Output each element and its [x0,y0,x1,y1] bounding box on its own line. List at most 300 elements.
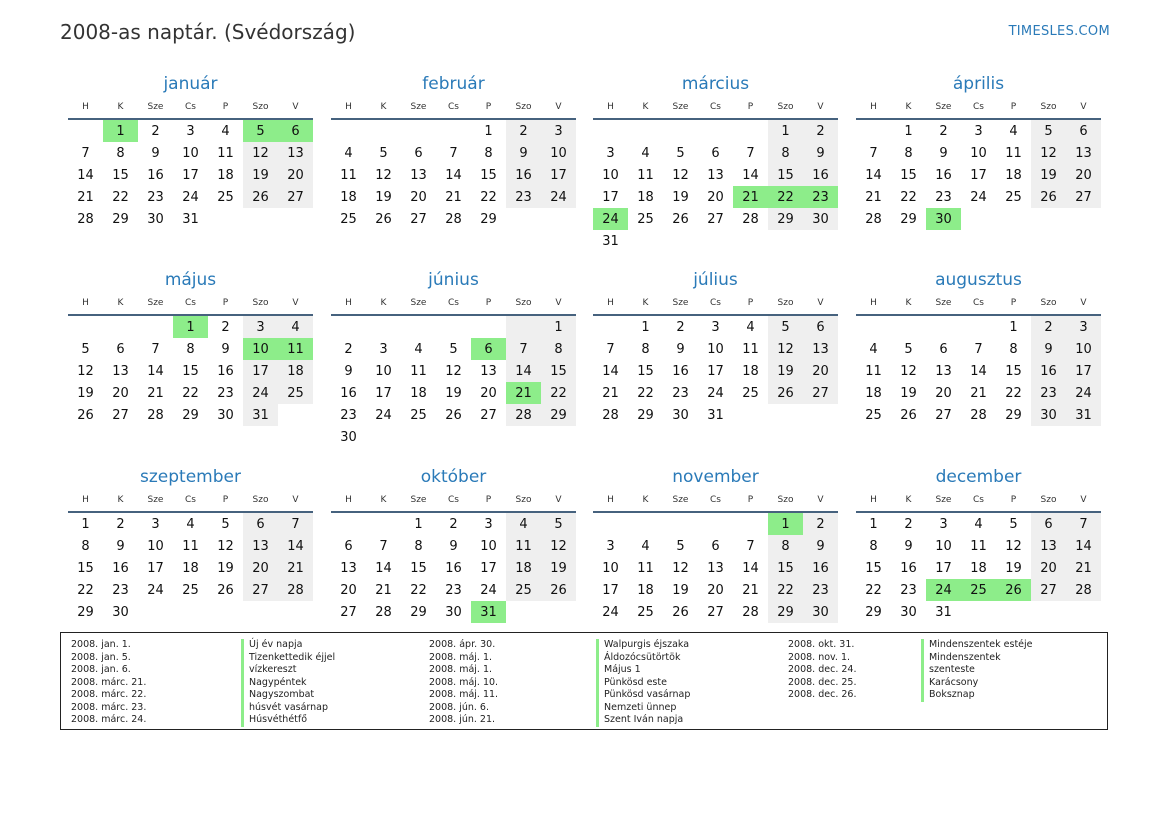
weekday-label: Sze [935,102,952,112]
day-cell: 17 [480,560,497,576]
day-cell: 23 [340,407,357,423]
month-title: június [428,270,479,290]
day-cell: 4 [641,538,650,554]
day-cell: 6 [803,316,838,338]
day-cell: 19 [672,582,689,598]
day-cell: 28 [1066,579,1101,601]
day-cell: 31 [182,211,199,227]
holiday-name: szenteste [921,664,1033,677]
empty-day [366,426,401,448]
day-cell: 18 [1005,167,1022,183]
day-cell: 25 [865,407,882,423]
day-cell: 3 [974,123,983,139]
day-cell: 29 [768,208,803,230]
empty-day [803,404,838,426]
weekday-label: Szo [1040,298,1057,308]
weekday-label: Sze [410,495,427,505]
day-cell: 6 [1031,513,1066,535]
day-cell: 11 [970,538,987,554]
day-cell: 28 [375,604,392,620]
holiday-date: 2008. máj. 10. [429,676,499,688]
day-cell: 12 [672,167,689,183]
empty-day [278,601,313,623]
weekday-label: Cs [185,495,196,505]
weekday-label: Szo [777,102,794,112]
weekday-label: P [747,102,754,112]
month-december [856,465,1101,623]
day-cell: 24 [147,582,164,598]
day-cell: 22 [182,385,199,401]
day-cell: 7 [869,145,878,161]
empty-day [138,601,173,623]
day-cell: 21 [602,385,619,401]
weekday-label: V [555,298,562,308]
day-cell: 16 [445,560,462,576]
day-cell: 20 [243,557,278,579]
day-cell: 17 [935,560,952,576]
day-cell: 21 [742,582,759,598]
day-cell: 24 [602,604,619,620]
day-cell: 27 [340,604,357,620]
day-cell: 25 [637,211,654,227]
day-cell: 24 [182,189,199,205]
month-október [331,465,576,623]
weekday-header [593,489,838,513]
holiday-date: 2008. márc. 24. [71,714,147,725]
day-cell: 26 [243,186,278,208]
day-cell: 12 [375,167,392,183]
day-cell: 2 [904,516,913,532]
weekday-header [593,292,838,316]
day-cell: 19 [77,385,94,401]
day-cell: 2 [221,319,230,335]
day-cell: 25 [1005,189,1022,205]
day-cell: 10 [935,538,952,554]
empty-day [961,601,996,623]
day-cell: 12 [1031,142,1066,164]
day-cell: 10 [541,142,576,164]
weekday-label: V [1080,298,1087,308]
day-cell: 21 [375,582,392,598]
day-cell: 29 [77,604,94,620]
day-cell: 9 [904,538,913,554]
day-cell: 12 [217,538,234,554]
empty-day [436,426,471,448]
day-cell: 15 [768,557,803,579]
day-cell: 16 [672,363,689,379]
holiday-date: 2008. máj. 1. [429,651,493,663]
day-cell: 26 [672,211,689,227]
holiday-name: Nagyszombat [241,689,335,702]
page-title: 2008-as naptár. (Svédország) [60,20,356,44]
day-cell: 31 [1066,404,1101,426]
empty-day [471,316,506,338]
day-cell: 1 [1009,319,1018,335]
weekday-label: V [292,495,299,505]
holiday-date: 2008. jún. 21. [429,714,496,725]
day-cell: 6 [344,538,353,554]
month-november [593,465,838,623]
day-cell: 13 [410,167,427,183]
day-cell: 8 [484,145,493,161]
day-cell: 26 [445,407,462,423]
day-cell: 23 [147,189,164,205]
empty-day [506,601,541,623]
holiday-names-column-1 [241,639,335,727]
weekday-label: H [870,102,877,112]
weekday-header [856,96,1101,120]
weekday-label: P [222,298,229,308]
day-cell: 30 [803,601,838,623]
day-cell: 19 [375,189,392,205]
day-cell: 9 [1031,338,1066,360]
day-cell: 25 [182,582,199,598]
day-cell: 27 [803,382,838,404]
day-cell: 13 [278,142,313,164]
day-cell: 23 [803,186,838,208]
day-cell: 5 [1031,120,1066,142]
weekday-label: Cs [973,495,984,505]
holiday-name: Walpurgis éjszaka [596,639,690,652]
day-cell: 3 [541,120,576,142]
weekday-label: P [1010,495,1017,505]
day-cell: 10 [970,145,987,161]
empty-day [593,513,628,535]
weekday-label: Sze [410,102,427,112]
holiday-date: 2008. jan. 1. [71,639,131,650]
weekday-label: K [380,102,387,112]
day-cell: 17 [182,167,199,183]
day-cell: 29 [182,407,199,423]
day-cell: 11 [637,167,654,183]
weekday-label: K [117,495,124,505]
holiday-date: 2008. dec. 26. [788,689,857,700]
weekday-label: H [345,298,352,308]
day-cell: 12 [445,363,462,379]
day-cell: 10 [147,538,164,554]
empty-day [733,230,768,252]
weekday-label: H [82,495,89,505]
empty-day [401,120,436,142]
empty-day [278,404,313,426]
weekday-label: P [1010,298,1017,308]
day-cell: 22 [768,186,803,208]
weekday-label: Szo [1040,495,1057,505]
day-cell: 28 [278,579,313,601]
day-cell: 29 [541,404,576,426]
day-cell: 23 [217,385,234,401]
day-cell: 28 [865,211,882,227]
day-cell: 5 [379,145,388,161]
weekday-label: V [1080,102,1087,112]
day-cell: 24 [926,579,961,601]
day-cell: 26 [217,582,234,598]
empty-day [401,316,436,338]
empty-day [471,426,506,448]
day-cell: 13 [112,363,129,379]
day-cell: 1 [768,513,803,535]
day-cell: 6 [711,538,720,554]
day-cell: 4 [746,319,755,335]
day-cell: 4 [1009,123,1018,139]
day-cell: 20 [803,360,838,382]
weekday-label: K [642,102,649,112]
holiday-names-column-3 [921,639,1033,702]
weekday-label: H [345,102,352,112]
empty-day [1066,601,1101,623]
day-cell: 23 [935,189,952,205]
empty-day [541,601,576,623]
weekday-label: K [380,298,387,308]
day-cell: 20 [410,189,427,205]
day-cell: 10 [602,560,619,576]
month-title: február [422,74,485,94]
day-cell: 8 [768,142,803,164]
empty-day [506,426,541,448]
day-cell: 12 [900,363,917,379]
day-cell: 25 [340,211,357,227]
weekday-label: V [555,102,562,112]
empty-day [68,120,103,142]
holiday-date: 2008. máj. 1. [429,664,493,675]
day-cell: 29 [768,601,803,623]
day-cell: 5 [221,516,230,532]
day-cell: 8 [1009,341,1018,357]
day-cell: 14 [375,560,392,576]
empty-day [436,120,471,142]
weekday-label: Szo [777,495,794,505]
empty-day [278,208,313,230]
day-cell: 2 [506,120,541,142]
month-title: március [681,74,750,94]
day-cell: 10 [243,338,278,360]
weekday-label: K [905,298,912,308]
day-cell: 29 [637,407,654,423]
day-cell: 6 [243,513,278,535]
day-cell: 25 [278,382,313,404]
day-cell: 3 [711,319,720,335]
empty-day [208,208,243,230]
day-cell: 14 [742,560,759,576]
weekday-label: V [817,102,824,112]
day-cell: 4 [221,123,230,139]
weekday-label: Sze [147,102,164,112]
day-cell: 7 [379,538,388,554]
day-cell: 19 [1031,164,1066,186]
day-cell: 1 [484,123,493,139]
holiday-date: 2008. dec. 25. [788,676,857,688]
weekday-label: P [747,298,754,308]
day-cell: 30 [147,211,164,227]
day-grid [593,513,838,623]
day-cell: 13 [707,167,724,183]
day-cell: 10 [480,538,497,554]
day-cell: 3 [1066,316,1101,338]
day-cell: 22 [768,579,803,601]
day-cell: 12 [768,338,803,360]
weekday-label: Cs [710,298,721,308]
day-cell: 25 [961,579,996,601]
day-cell: 20 [1031,557,1066,579]
holiday-date: 2008. okt. 31. [788,639,855,650]
day-cell: 19 [217,560,234,576]
day-cell: 13 [803,338,838,360]
day-cell: 24 [375,407,392,423]
month-június [331,268,576,448]
day-cell: 13 [340,560,357,576]
day-cell: 11 [1005,145,1022,161]
day-cell: 14 [602,363,619,379]
day-cell: 31 [707,407,724,423]
day-cell: 5 [243,120,278,142]
day-cell: 27 [410,211,427,227]
day-cell: 25 [410,407,427,423]
day-cell: 18 [278,360,313,382]
day-grid [331,513,576,623]
day-cell: 6 [711,145,720,161]
day-cell: 3 [484,516,493,532]
holiday-name: Karácsony [921,677,1033,690]
day-cell: 28 [77,211,94,227]
empty-day [593,120,628,142]
empty-day [103,316,138,338]
day-cell: 16 [506,164,541,186]
weekday-label: Sze [672,298,689,308]
empty-day [366,316,401,338]
empty-day [803,230,838,252]
empty-day [996,208,1031,230]
empty-day [208,601,243,623]
day-cell: 23 [445,582,462,598]
day-grid [68,316,313,426]
weekday-label: H [607,298,614,308]
day-cell: 15 [637,363,654,379]
day-cell: 3 [606,538,615,554]
empty-day [173,601,208,623]
holiday-date: 2008. márc. 21. [71,676,147,688]
day-cell: 4 [506,513,541,535]
day-cell: 14 [1066,535,1101,557]
day-cell: 26 [996,579,1031,601]
month-augusztus [856,268,1101,426]
empty-day [331,513,366,535]
weekday-label: Szo [252,495,269,505]
day-cell: 17 [602,582,619,598]
weekday-label: P [485,102,492,112]
day-cell: 26 [77,407,94,423]
day-cell: 12 [1005,538,1022,554]
holiday-date: 2008. márc. 23. [71,701,147,713]
day-cell: 6 [116,341,125,357]
day-cell: 3 [379,341,388,357]
day-grid [856,120,1101,230]
day-cell: 24 [480,582,497,598]
site-link[interactable]: TIMESLES.COM [1008,24,1110,39]
empty-day [243,601,278,623]
month-március [593,72,838,252]
day-cell: 15 [900,167,917,183]
empty-day [593,316,628,338]
empty-day [1066,208,1101,230]
month-title: november [672,467,759,487]
day-cell: 4 [344,145,353,161]
day-cell: 24 [1066,382,1101,404]
day-cell: 4 [414,341,423,357]
day-cell: 9 [803,535,838,557]
day-cell: 27 [707,604,724,620]
day-cell: 3 [606,145,615,161]
day-cell: 29 [1005,407,1022,423]
day-cell: 22 [865,582,882,598]
day-cell: 9 [939,145,948,161]
day-cell: 27 [278,186,313,208]
weekday-label: V [292,298,299,308]
month-title: október [420,467,487,487]
day-cell: 30 [112,604,129,620]
month-title: szeptember [140,467,241,487]
day-cell: 1 [641,319,650,335]
empty-day [733,513,768,535]
day-cell: 14 [278,535,313,557]
day-cell: 2 [116,516,125,532]
day-cell: 21 [970,385,987,401]
weekday-label: Cs [185,102,196,112]
month-title: január [163,74,218,94]
empty-day [68,316,103,338]
day-cell: 2 [803,513,838,535]
empty-day [856,120,891,142]
weekday-label: P [1010,102,1017,112]
weekday-label: Sze [672,102,689,112]
month-title: április [952,74,1005,94]
day-cell: 2 [449,516,458,532]
day-cell: 7 [278,513,313,535]
weekday-header [331,96,576,120]
holiday-name: Húsvéthétfő [241,714,335,727]
empty-day [961,316,996,338]
day-cell: 6 [1066,120,1101,142]
day-cell: 12 [672,560,689,576]
weekday-label: Szo [515,102,532,112]
day-cell: 6 [471,338,506,360]
weekday-header [68,96,313,120]
weekday-label: P [485,495,492,505]
day-cell: 29 [112,211,129,227]
day-cell: 20 [340,582,357,598]
day-cell: 22 [410,582,427,598]
day-cell: 30 [926,208,961,230]
weekday-label: Sze [410,298,427,308]
month-július [593,268,838,426]
day-cell: 13 [1066,142,1101,164]
day-cell: 8 [116,145,125,161]
day-cell: 1 [103,120,138,142]
day-cell: 7 [506,338,541,360]
day-cell: 28 [445,211,462,227]
day-cell: 11 [506,535,541,557]
month-február [331,72,576,230]
day-cell: 8 [81,538,90,554]
empty-day [996,601,1031,623]
day-cell: 15 [77,560,94,576]
day-cell: 15 [541,360,576,382]
empty-day [541,208,576,230]
empty-day [243,208,278,230]
day-cell: 1 [869,516,878,532]
day-cell: 17 [602,189,619,205]
holiday-name: Nemzeti ünnep [596,702,690,715]
day-cell: 17 [707,363,724,379]
